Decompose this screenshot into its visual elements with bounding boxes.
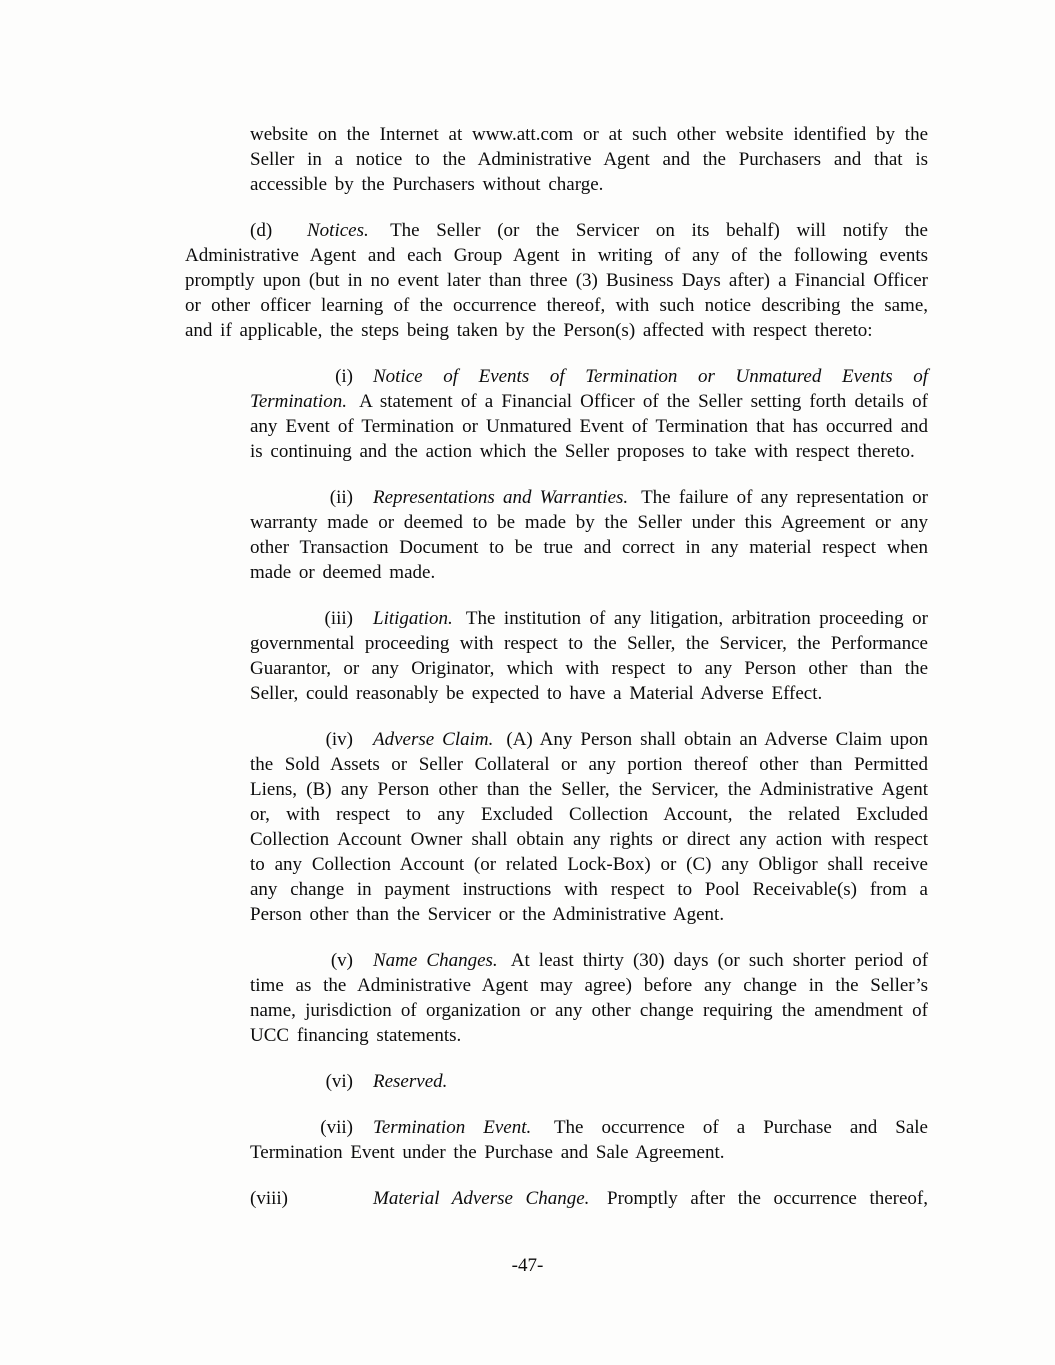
paragraph-continuation: website on the Internet at www.att.com or at such other website identified by the Seller in a notice to the Administrative Agent and the Purchasers and that is accessible by the Purchasers without charge. (250, 124, 928, 195)
clause-item-viii-body: Promptly after the occurrence thereof, (607, 1188, 928, 1209)
clause-item-iv-body: (A) Any Person shall obtain an Adverse Claim upon the Sold Assets or Seller Collateral or any portion thereof other than Permitted Liens, (B) any Person other than the Seller, the Servicer, the Administrative Agent or, with respect to any Excluded Collection Account, the related Excluded Collection Account Owner shall obtain any rights or direct any action with respect to any Collection Account (or related Lock-Box) or (C) any Obligor shall receive any change in payment instructions with respect to Pool Receivable(s) from a Person other than the Servicer or the Administrative Agent. (250, 729, 929, 925)
clause-item-ii (250, 485, 928, 585)
clause-item-ii-label: (ii) (329, 487, 353, 508)
clause-item-iv-title: Adverse Claim. (373, 729, 494, 750)
paragraph-d-title: Notices. (307, 220, 369, 241)
clause-item-v-title: Name Changes. (373, 950, 498, 971)
page-number: -47- (511, 1255, 544, 1276)
clause-item-i-body: A statement of a Financial Officer of the Seller setting forth details of any Event of Termination or Unmatured Event of Termination that has occurred and is continuing and the action which the Seller proposes to take with respect thereto. (250, 391, 929, 462)
clause-item-iv-label: (iv) (325, 729, 353, 750)
clause-item-v-label: (v) (330, 950, 353, 971)
clause-item-ii-body: The failure of any representation or warranty made or deemed to be made by the Seller under this Agreement or any other Transaction Document to be true and correct in any material respect when made or deemed made. (250, 487, 928, 583)
clause-item-viii-title: Material Adverse Change. (373, 1188, 590, 1209)
clause-item-v (250, 948, 928, 1048)
clause-item-i-label: (i) (335, 366, 353, 387)
clause-item-iii-label: (iii) (324, 608, 353, 629)
clause-item-i (250, 364, 928, 464)
clause-item-viii (250, 1186, 928, 1211)
paragraph-d-body: The Seller (or the Servicer on its behalf) will notify the Administrative Agent and each Group Agent in writing of any of the following events promptly upon (but in no event later than three (3) Business Days after) a Financial Officer or other officer learning of the occurrence thereof, with such notice describing the same, and if applicable, the steps being taken by the Person(s) affected with respect thereto: (185, 220, 928, 341)
clause-item-vii-body: The occurrence of a Purchase and Sale Termination Event under the Purchase and Sale Agreement. (250, 1117, 928, 1163)
paragraph-d (185, 218, 928, 343)
clause-item-v-body: At least thirty (30) days (or such shorter period of time as the Administrative Agent may agree) before any change in the Seller’s name, jurisdiction of organization or any other change requiring the amendment of UCC financing statements. (250, 950, 929, 1046)
clause-item-vii-label: (vii) (320, 1117, 353, 1138)
clause-item-i-title: Notice of Events of Termination or Unmatured Events of Termination. (250, 366, 928, 412)
clause-item-iv (250, 727, 928, 927)
clause-item-vii (250, 1115, 928, 1165)
clause-item-iii-title: Litigation. (373, 608, 453, 629)
clause-item-ii-title: Representations and Warranties. (373, 487, 629, 508)
clause-item-vi-title: Reserved. (373, 1071, 448, 1092)
clause-item-viii-label: (viii) (250, 1188, 288, 1209)
clause-item-vi (250, 1069, 928, 1094)
clause-item-vi-label: (vi) (325, 1071, 353, 1092)
clause-item-iii-body: The institution of any litigation, arbitration proceeding or governmental proceeding with respect to the Seller, the Servicer, the Performance Guarantor, or any Originator, which with respect to any Person other than the Seller, could reasonably be expected to have a Material Adverse Effect. (250, 608, 928, 704)
clause-item-vii-title: Termination Event. (373, 1117, 532, 1138)
clause-item-iii (250, 606, 928, 706)
paragraph-d-label: (d) (250, 220, 273, 241)
